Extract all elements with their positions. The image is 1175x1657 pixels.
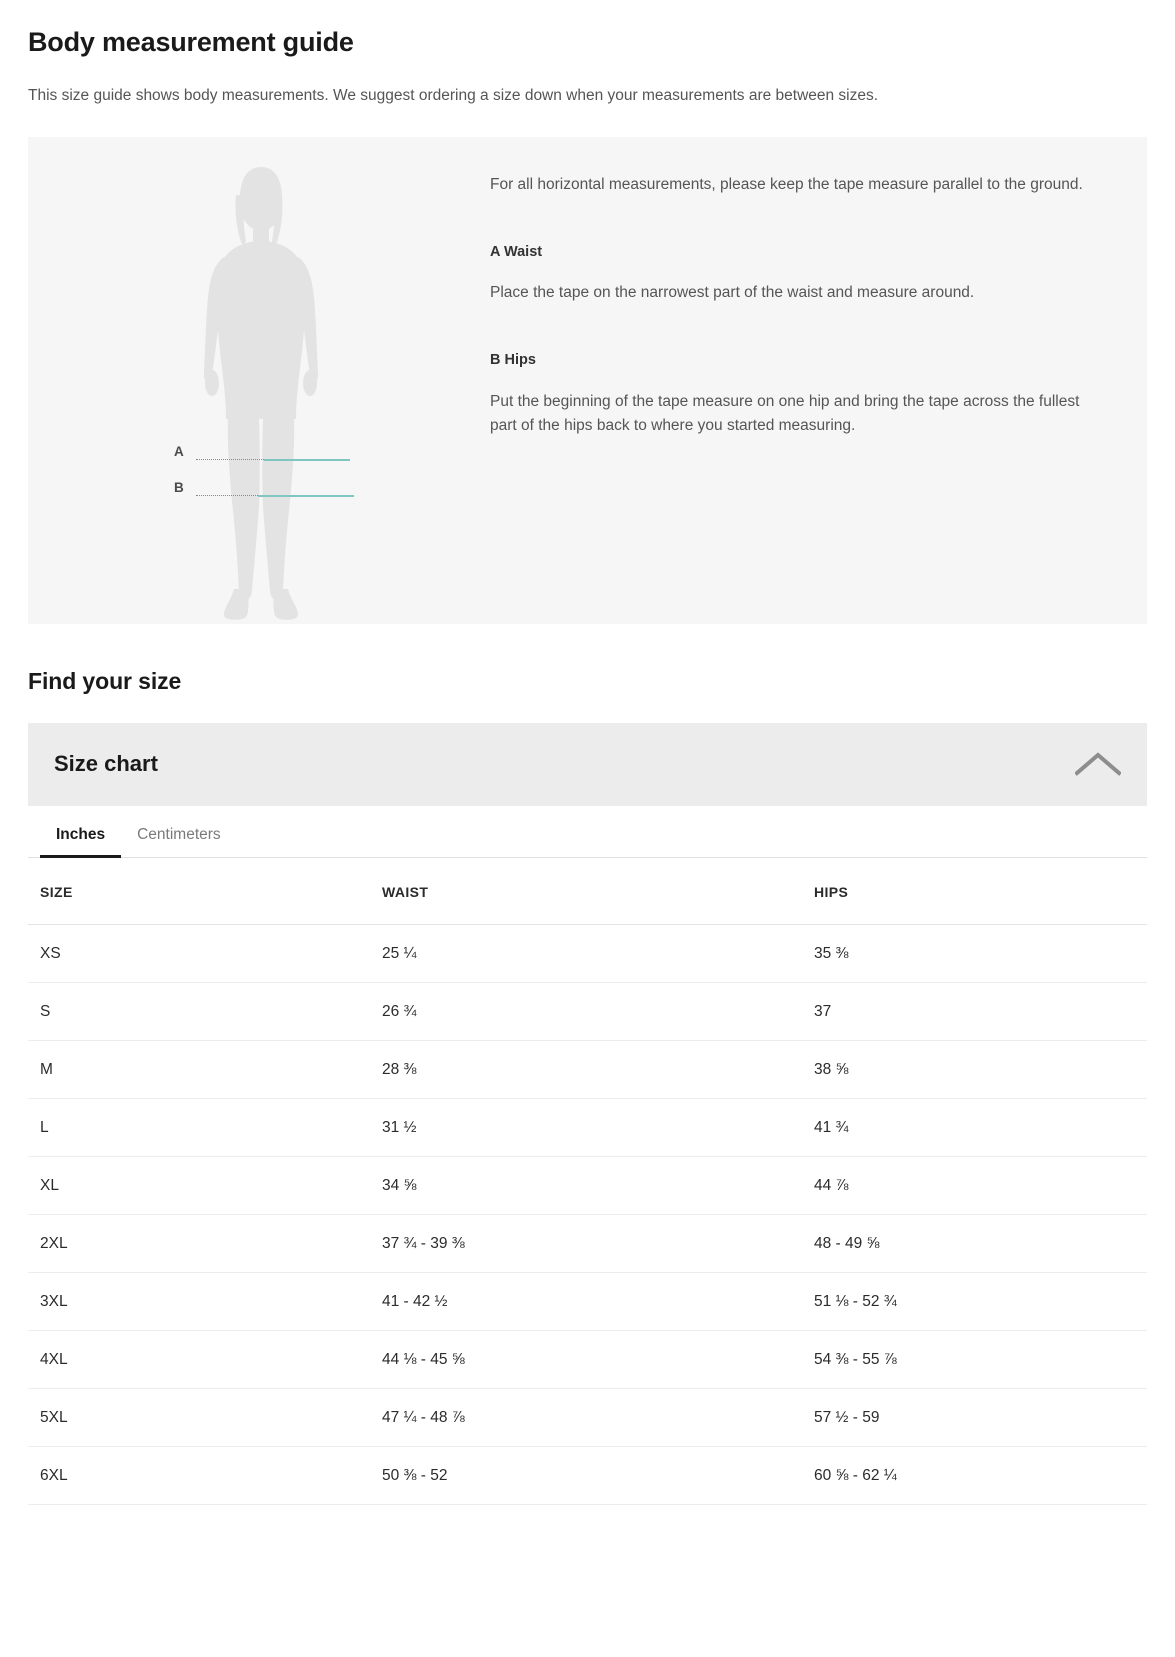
size-chart-accordion (28, 723, 1147, 1505)
table-row (28, 1214, 1147, 1272)
size-chart-table (28, 858, 1147, 1505)
column-header-waist: WAIST (370, 858, 802, 925)
table-row (28, 1156, 1147, 1214)
cell-size: 2XL (28, 1214, 370, 1272)
cell-waist: 28 ⅜ (370, 1040, 802, 1098)
chevron-up-icon[interactable] (1075, 751, 1121, 777)
figure-leader-b (196, 495, 258, 496)
cell-waist: 34 ⅝ (370, 1156, 802, 1214)
guide-text-column (490, 137, 1147, 474)
page-intro: This size guide shows body measurements. We suggest ordering a size down when your measurements are between sizes. (28, 87, 879, 105)
cell-hips: 51 ⅛ - 52 ¾ (802, 1272, 1147, 1330)
cell-waist: 47 ¼ - 48 ⅞ (370, 1388, 802, 1446)
cell-hips: 57 ½ - 59 (802, 1388, 1147, 1446)
cell-hips: 37 (802, 982, 1147, 1040)
tab-inches[interactable]: Inches (40, 827, 121, 857)
hips-description: Put the beginning of the tape measure on one hip and bring the tape across the fullest part of the hips back to where you started measuring. (490, 392, 1080, 434)
table-row (28, 1272, 1147, 1330)
cell-hips: 38 ⅝ (802, 1040, 1147, 1098)
cell-size: 6XL (28, 1446, 370, 1504)
figure-leader-a (196, 459, 264, 460)
table-row (28, 1098, 1147, 1156)
cell-size: 5XL (28, 1388, 370, 1446)
cell-waist: 41 - 42 ½ (370, 1272, 802, 1330)
cell-size: 3XL (28, 1272, 370, 1330)
tab-centimeters[interactable]: Centimeters (137, 826, 221, 844)
cell-hips: 41 ¾ (802, 1098, 1147, 1156)
figure-label-b: B (174, 479, 184, 495)
find-your-size-title: Find your size (28, 667, 182, 694)
cell-size: L (28, 1098, 370, 1156)
guide-note: For all horizontal measurements, please keep the tape measure parallel to the ground. (490, 175, 1083, 193)
table-row (28, 1330, 1147, 1388)
page-title: Body measurement guide (28, 27, 354, 57)
cell-size: XL (28, 1156, 370, 1214)
cell-size: XS (28, 924, 370, 982)
cell-waist: 31 ½ (370, 1098, 802, 1156)
size-chart-accordion-header[interactable] (28, 723, 1147, 806)
cell-waist: 25 ¼ (370, 924, 802, 982)
table-header-row (28, 858, 1147, 925)
cell-hips: 44 ⅞ (802, 1156, 1147, 1214)
table-row (28, 1388, 1147, 1446)
unit-tabs (28, 806, 1147, 858)
hips-tape-line (258, 495, 354, 497)
cell-size: M (28, 1040, 370, 1098)
column-header-hips: HIPS (802, 858, 1147, 925)
table-row (28, 1040, 1147, 1098)
cell-size: S (28, 982, 370, 1040)
hips-heading: B Hips (490, 352, 536, 369)
cell-hips: 35 ⅜ (802, 924, 1147, 982)
cell-hips: 54 ⅜ - 55 ⅞ (802, 1330, 1147, 1388)
cell-waist: 26 ¾ (370, 982, 802, 1040)
table-row (28, 982, 1147, 1040)
cell-hips: 60 ⅝ - 62 ¼ (802, 1446, 1147, 1504)
measurement-guide-panel (28, 137, 1147, 624)
figure-label-a: A (174, 443, 184, 459)
cell-size: 4XL (28, 1330, 370, 1388)
table-row (28, 1446, 1147, 1504)
figure-wrap (28, 137, 490, 624)
figure-column (28, 137, 490, 624)
cell-waist: 44 ⅛ - 45 ⅝ (370, 1330, 802, 1388)
cell-hips: 48 - 49 ⅝ (802, 1214, 1147, 1272)
size-chart-title: Size chart (54, 751, 158, 777)
waist-heading: A Waist (490, 243, 543, 260)
cell-waist: 37 ¾ - 39 ⅜ (370, 1214, 802, 1272)
waist-tape-line (264, 459, 350, 461)
table-row (28, 924, 1147, 982)
female-body-figure-icon (176, 165, 346, 695)
column-header-size: SIZE (28, 858, 370, 925)
waist-description: Place the tape on the narrowest part of the waist and measure around. (490, 284, 975, 302)
cell-waist: 50 ⅜ - 52 (370, 1446, 802, 1504)
